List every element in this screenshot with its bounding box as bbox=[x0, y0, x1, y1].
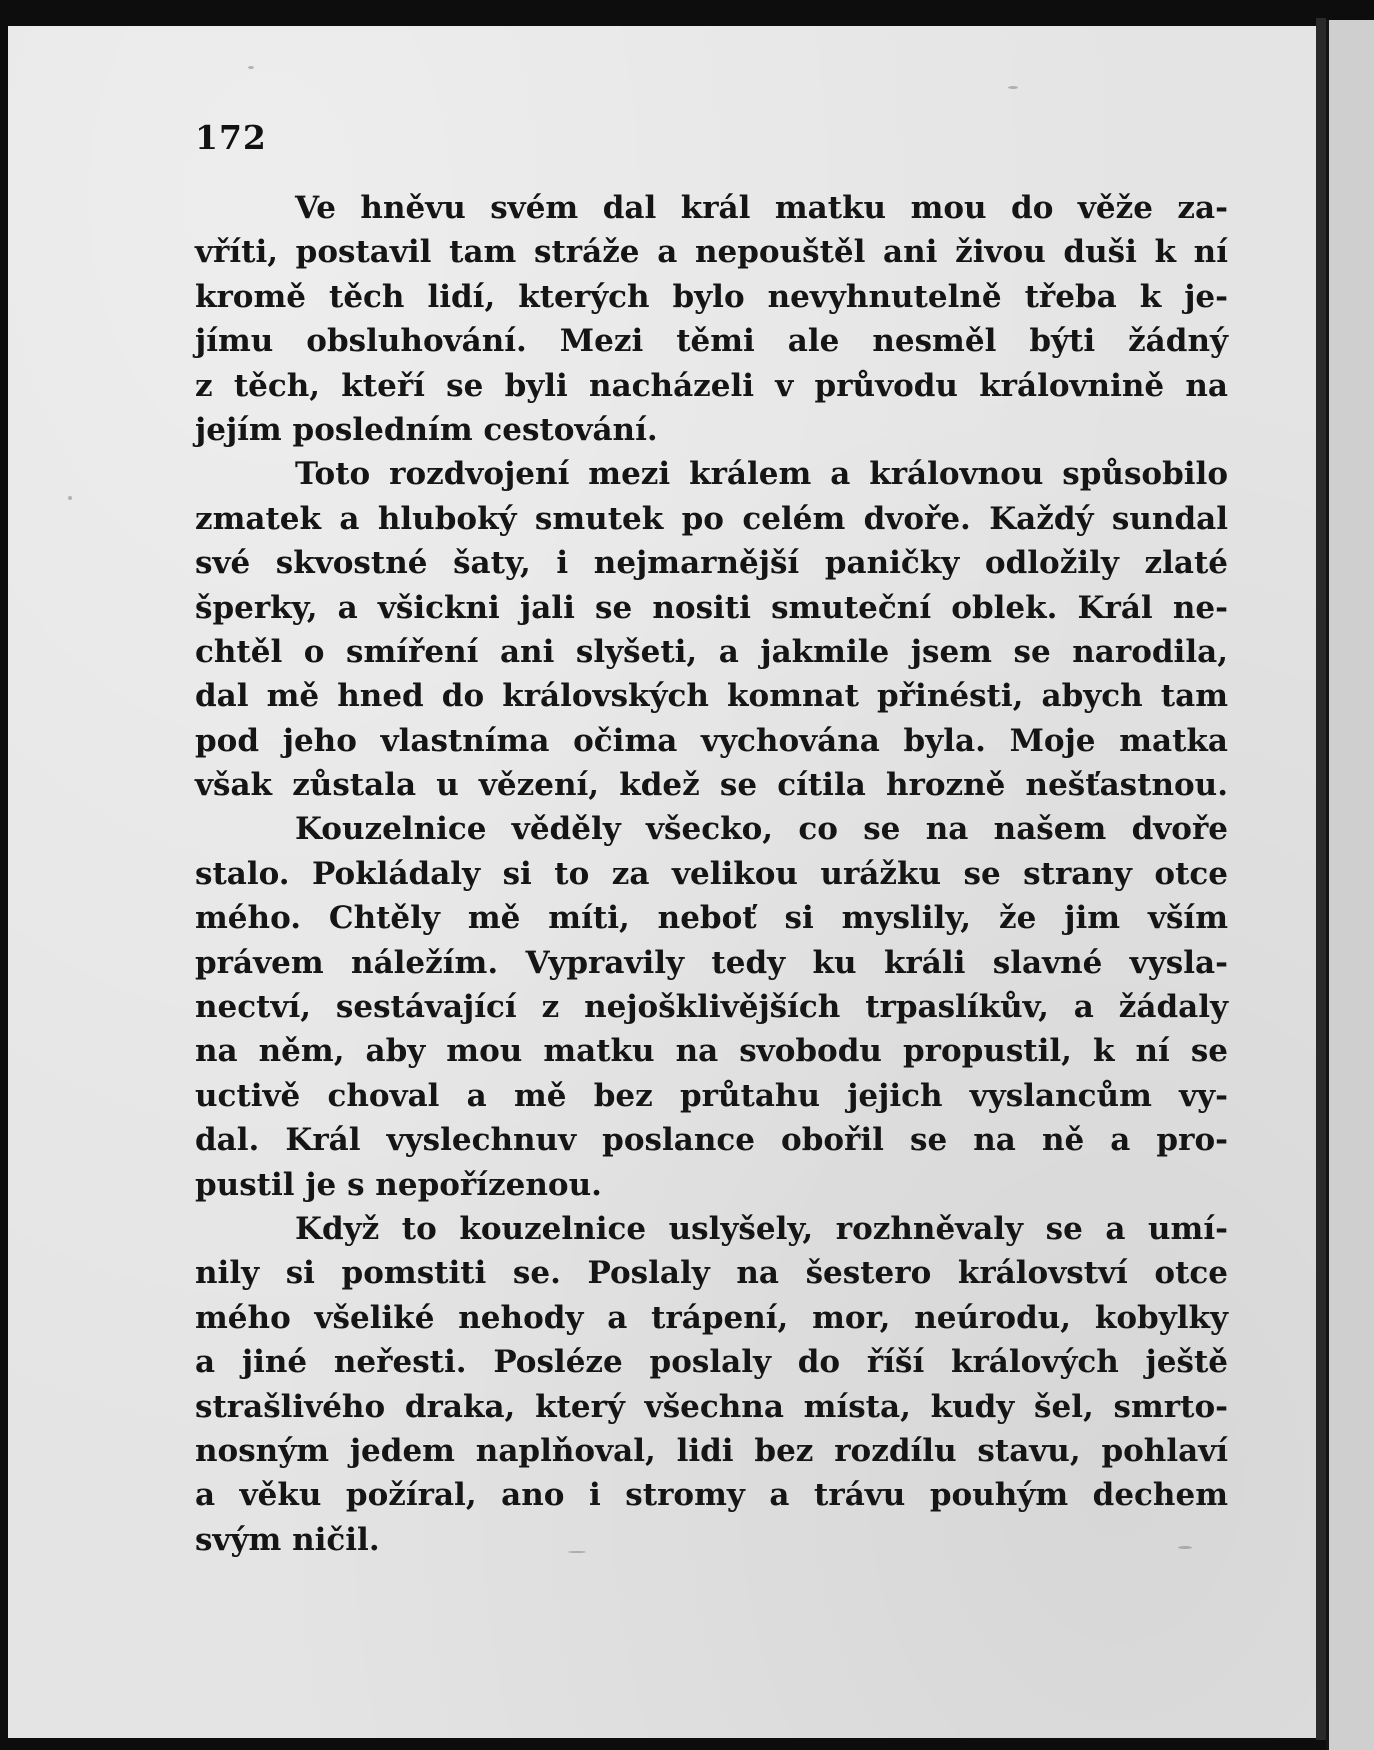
text-line: jímu obsluhování. Mezi těmi ale nesměl býti žádný bbox=[195, 323, 1228, 360]
text-line: Kouzelnice věděly všecko, co se na našem dvoře bbox=[295, 811, 1228, 848]
text-line: uctivě choval a mě bez průtahu jejich vyslancům vy- bbox=[195, 1077, 1228, 1114]
book-page bbox=[8, 26, 1316, 1738]
text-line: Toto rozdvojení mezi králem a královnou spůsobilo bbox=[295, 456, 1228, 493]
text-line: právem náležím. Vypravily tedy ku králi slavné vysla- bbox=[195, 944, 1228, 981]
text-line: a věku požíral, ano i stromy a trávu pouhým dechem bbox=[195, 1477, 1228, 1514]
text-line: dal. Král vyslechnuv poslance obořil se na ně a pro- bbox=[195, 1122, 1228, 1159]
text-line: na něm, aby mou matku na svobodu propustil, k ní se bbox=[195, 1033, 1228, 1070]
text-line: jejím posledním cestování. bbox=[195, 411, 658, 448]
text-line: svým ničil. bbox=[195, 1521, 380, 1558]
next-page-edge bbox=[1326, 20, 1374, 1750]
text-line: vříti, postavil tam stráže a nepouštěl ani živou duši k ní bbox=[195, 234, 1228, 271]
text-line: stalo. Pokládaly si to za velikou urážku se strany otce bbox=[195, 855, 1228, 892]
text-line: mého všeliké nehody a trápení, mor, neúrodu, kobylky bbox=[195, 1299, 1228, 1336]
text-line: chtěl o smíření ani slyšeti, a jakmile jsem se narodila, bbox=[195, 633, 1228, 670]
text-line: kromě těch lidí, kterých bylo nevyhnutelně třeba k je- bbox=[195, 278, 1228, 315]
text-line: své skvostné šaty, i nejmarnější paničky odložily zlaté bbox=[195, 545, 1228, 582]
text-line: šperky, a všickni jali se nositi smuteční oblek. Král ne- bbox=[195, 589, 1228, 626]
text-line: zmatek a hluboký smutek po celém dvoře. Každý sundal bbox=[195, 500, 1228, 537]
text-line: mého. Chtěly mě míti, neboť si myslily, že jim vším bbox=[195, 900, 1228, 937]
text-line: pustil je s nepořízenou. bbox=[195, 1166, 602, 1203]
text-line: Když to kouzelnice uslyšely, rozhněvaly se a umí- bbox=[295, 1210, 1228, 1247]
paper-speck bbox=[1178, 1546, 1192, 1549]
text-line: Ve hněvu svém dal král matku mou do věže za- bbox=[295, 190, 1228, 226]
paper-speck bbox=[568, 1551, 586, 1553]
text-line: pod jeho vlastníma očima vychována byla. Moje matka bbox=[195, 722, 1228, 759]
text-line: však zůstala u vězení, kdež se cítila hrozně nešťastnou. bbox=[195, 767, 1228, 804]
text-line: nosným jedem naplňoval, lidi bez rozdílu stavu, pohlaví bbox=[195, 1432, 1228, 1469]
text-line: strašlivého draka, který všechna místa, kudy šel, smrto- bbox=[195, 1388, 1228, 1425]
page-edge bbox=[1316, 18, 1326, 1740]
text-line: dal mě hned do královských komnat přinésti, abych tam bbox=[195, 678, 1228, 715]
text-line: nily si pomstiti se. Poslaly na šestero království otce bbox=[195, 1255, 1228, 1292]
paper-speck bbox=[1008, 86, 1018, 89]
text-line: nectví, sestávající z nejošklivějších trpaslíkův, a žádaly bbox=[195, 989, 1228, 1026]
text-line: z těch, kteří se byli nacházeli v průvodu královnině na bbox=[195, 367, 1228, 404]
paper-speck bbox=[248, 66, 254, 69]
text-line: a jiné neřesti. Posléze poslaly do říší králových ještě bbox=[195, 1344, 1228, 1381]
page-number: 172 bbox=[195, 118, 267, 157]
paper-speck bbox=[68, 496, 72, 500]
body-text bbox=[195, 186, 1228, 1562]
